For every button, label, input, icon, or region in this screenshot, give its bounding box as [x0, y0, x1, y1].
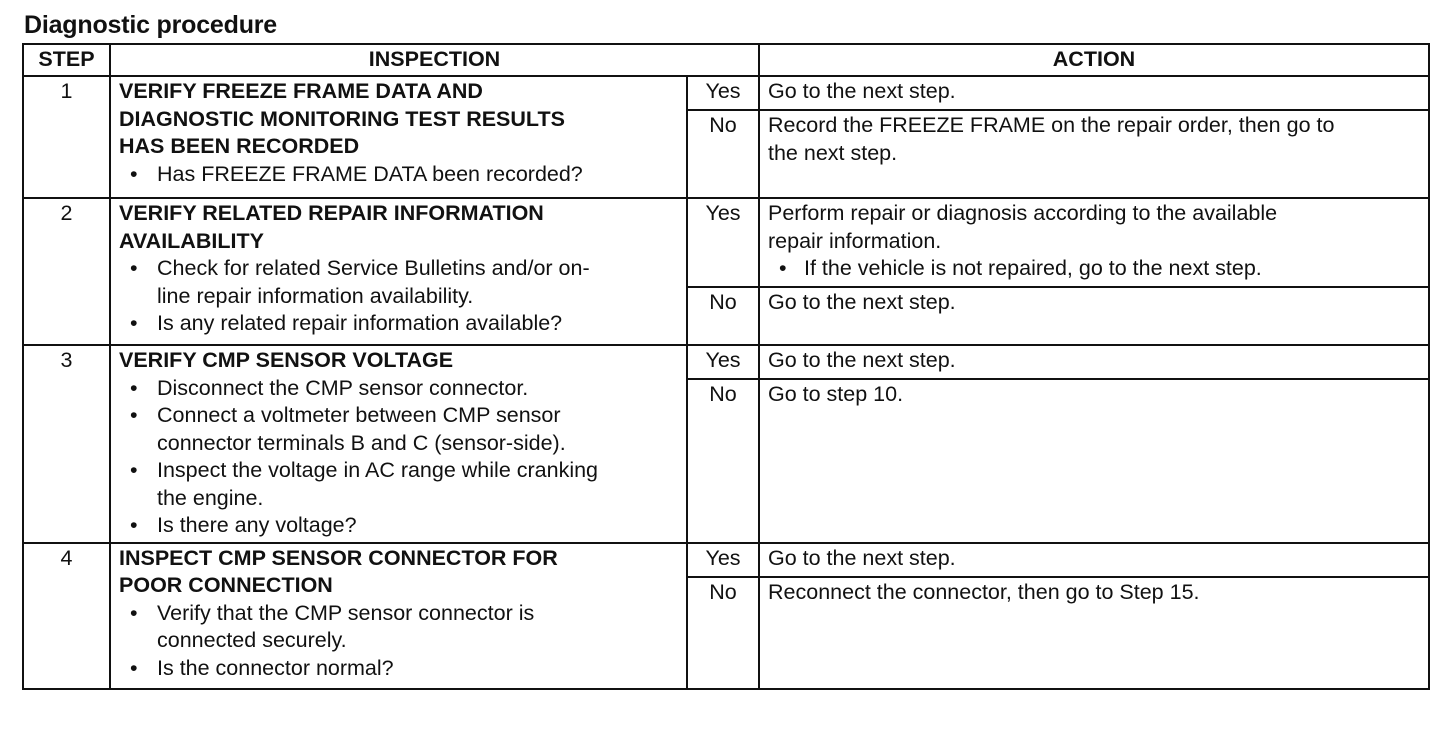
yes-action-line: Perform repair or diagnosis according to the available — [768, 201, 1278, 225]
step-number: 4 — [23, 543, 110, 689]
inspection-heading — [119, 78, 678, 161]
yes-action-line: Go to the next step. — [768, 545, 956, 570]
document-title: Diagnostic procedure — [24, 11, 277, 39]
inspection-bullets — [119, 161, 678, 189]
inspection-heading-line: POOR CONNECTION — [119, 573, 333, 597]
inspection-heading-line: HAS BEEN RECORDED — [119, 134, 360, 158]
header-step: STEP — [23, 44, 110, 76]
table-header-row — [23, 44, 1429, 76]
inspection-bullet: • Has FREEZE FRAME DATA been recorded? — [119, 161, 678, 189]
header-action: ACTION — [759, 44, 1429, 76]
yes-action — [759, 198, 1429, 287]
no-action — [759, 110, 1429, 198]
inspection-bullet: • Is the connector normal? — [119, 655, 678, 683]
inspection-bullets — [119, 375, 678, 540]
inspection-heading — [119, 347, 678, 375]
inspection-bullet: • Connect a voltmeter between CMP sensor connector terminals B and C (sensor-side). — [119, 402, 678, 457]
yes-action-line: Go to the next step. — [768, 348, 956, 372]
yes-action-line: repair information. — [768, 228, 942, 253]
inspection-heading — [119, 200, 678, 255]
yes-action — [759, 543, 1429, 577]
inspection-bullet: • Verify that the CMP sensor connector is connected securely. — [119, 600, 678, 655]
table-row — [23, 198, 1429, 287]
inspection-heading-line: DIAGNOSTIC MONITORING TEST RESULTS — [119, 106, 565, 131]
no-action-line: Go to step 10. — [768, 382, 904, 407]
inspection-bullets — [119, 255, 678, 338]
step-number: 1 — [23, 76, 110, 198]
no-action — [759, 287, 1429, 345]
inspection-bullet: • Is there any voltage? — [119, 512, 678, 540]
no-action — [759, 379, 1429, 542]
no-action-line: Reconnect the connector, then go to Step 15. — [768, 579, 1200, 604]
yes-label: Yes — [687, 76, 759, 110]
yes-label: Yes — [687, 345, 759, 379]
inspection-heading-line: INSPECT CMP SENSOR CONNECTOR FOR — [119, 545, 558, 570]
step-number: 3 — [23, 345, 110, 543]
yes-label: Yes — [687, 198, 759, 287]
yes-action-bullet: • If the vehicle is not repaired, go to the next step. — [768, 255, 1420, 283]
step-number: 2 — [23, 198, 110, 345]
no-label: No — [687, 287, 759, 345]
inspection-cell — [110, 76, 687, 198]
no-label: No — [687, 110, 759, 198]
table-row — [23, 76, 1429, 110]
no-action-line: Record the FREEZE FRAME on the repair order, then go to — [768, 113, 1335, 137]
table-row — [23, 345, 1429, 379]
no-label: No — [687, 379, 759, 542]
inspection-heading — [119, 545, 678, 600]
header-inspection: INSPECTION — [110, 44, 759, 76]
inspection-cell — [110, 198, 687, 345]
inspection-cell — [110, 543, 687, 689]
inspection-bullet: • Inspect the voltage in AC range while cranking the engine. — [119, 457, 678, 512]
no-action-line: Go to the next step. — [768, 290, 956, 314]
inspection-bullet: • Is any related repair information available? — [119, 310, 678, 338]
inspection-heading-line: VERIFY CMP SENSOR VOLTAGE — [119, 348, 454, 372]
inspection-heading-line: VERIFY RELATED REPAIR INFORMATION — [119, 201, 544, 225]
yes-action-bullets — [768, 255, 1420, 283]
no-action-line: the next step. — [768, 140, 898, 165]
inspection-bullet: • Check for related Service Bulletins and/or on- line repair information availability. — [119, 255, 678, 310]
inspection-heading-line: AVAILABILITY — [119, 228, 264, 253]
diagnostic-procedure-table — [22, 43, 1430, 690]
yes-label: Yes — [687, 543, 759, 577]
inspection-bullet: • Disconnect the CMP sensor connector. — [119, 375, 678, 403]
table-row — [23, 543, 1429, 577]
inspection-cell — [110, 345, 687, 543]
yes-action-line: Go to the next step. — [768, 79, 956, 103]
no-action — [759, 577, 1429, 689]
no-label: No — [687, 577, 759, 689]
yes-action — [759, 345, 1429, 379]
yes-action — [759, 76, 1429, 110]
inspection-bullets — [119, 600, 678, 683]
table-body — [23, 76, 1429, 689]
inspection-heading-line: VERIFY FREEZE FRAME DATA AND — [119, 79, 483, 103]
